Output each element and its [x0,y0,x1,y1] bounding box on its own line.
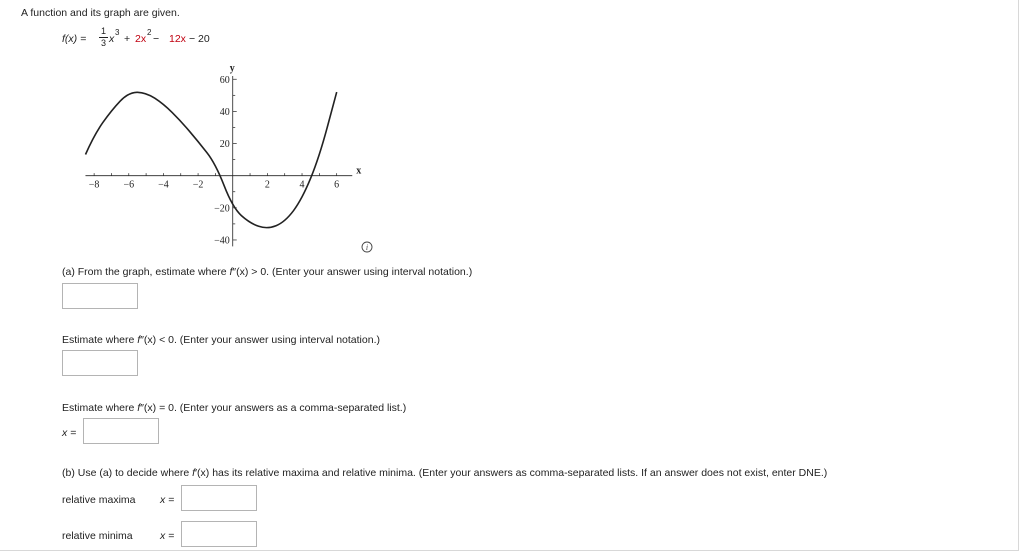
svg-text:i: i [365,243,369,252]
question-a3-f: f [137,402,141,414]
question-a2-prefix: Estimate where [62,334,138,346]
question-b [62,467,827,479]
info-icon[interactable] [361,241,373,253]
question-b-prefix: (b) Use (a) to decide where [62,467,193,479]
x-tick-label: −8 [88,179,100,191]
fraction-numerator: 1 [101,26,107,36]
question-a1-text: ″(x) > 0. (Enter your answer using interval notation.) [232,266,473,278]
relative-minima-input[interactable] [181,521,257,547]
intro-text: A function and its graph are given. [21,7,180,19]
y-axis-label: y [229,63,235,75]
y-tick-label: −20 [214,203,230,215]
x-tick-label: 6 [334,179,340,191]
answer-a1-input[interactable] [62,283,138,309]
answer-a3-input[interactable] [83,418,159,444]
x-axis-label: x [356,165,362,177]
x-tick-label: 2 [264,179,270,191]
minima-x-label: x = [160,530,175,542]
x-tick-label: −6 [123,179,135,191]
question-a2-f: f [137,334,141,346]
question-a1-prefix: (a) From the graph, estimate where [62,266,230,278]
question-a1 [62,266,472,278]
relative-minima-label: relative minima [62,530,133,542]
question-a3-text: ″(x) = 0. (Enter your answers as a comma-separated list.) [140,402,407,414]
tick-labels [89,75,339,247]
question-a3 [62,402,406,414]
function-definition [62,23,262,55]
question-b-f: f [192,467,196,479]
relative-maxima-input[interactable] [181,485,257,511]
minus-sign-1: − [153,33,160,45]
plus-sign: + [124,33,131,45]
constant-term: − 20 [189,33,210,45]
y-tick-label: 40 [219,106,230,118]
fraction-denominator: 3 [101,38,107,48]
a3-x-label: x = [62,427,77,439]
cubic-variable: x [109,33,115,45]
function-graph [78,62,368,252]
question-a1-f: f [229,266,233,278]
answer-a2-input[interactable] [62,350,138,376]
quadratic-term: 2x [135,33,147,45]
y-tick-label: 60 [219,74,230,86]
function-name: f(x) = [62,33,87,45]
question-b-text: ′(x) has its relative maxima and relative minima. (Enter your answers as comma-separated lists. If an answer does not exist, enter DNE.) [195,467,828,479]
x-tick-label: 4 [299,179,305,191]
relative-maxima-label: relative maxima [62,494,136,506]
question-a2-text: ″(x) < 0. (Enter your answer using interval notation.) [140,334,380,346]
x-tick-label: −2 [192,179,204,191]
linear-term: 12x [169,33,186,45]
x-tick-label: −4 [158,179,169,191]
maxima-x-label: x = [160,494,175,506]
axis-ticks [94,79,340,240]
y-tick-label: 20 [219,139,230,151]
quadratic-exponent: 2 [147,28,152,37]
question-a2 [62,334,380,346]
cubic-exponent: 3 [115,28,120,37]
question-a3-prefix: Estimate where [62,402,138,414]
y-tick-label: −40 [214,235,230,247]
function-curve [86,92,340,228]
